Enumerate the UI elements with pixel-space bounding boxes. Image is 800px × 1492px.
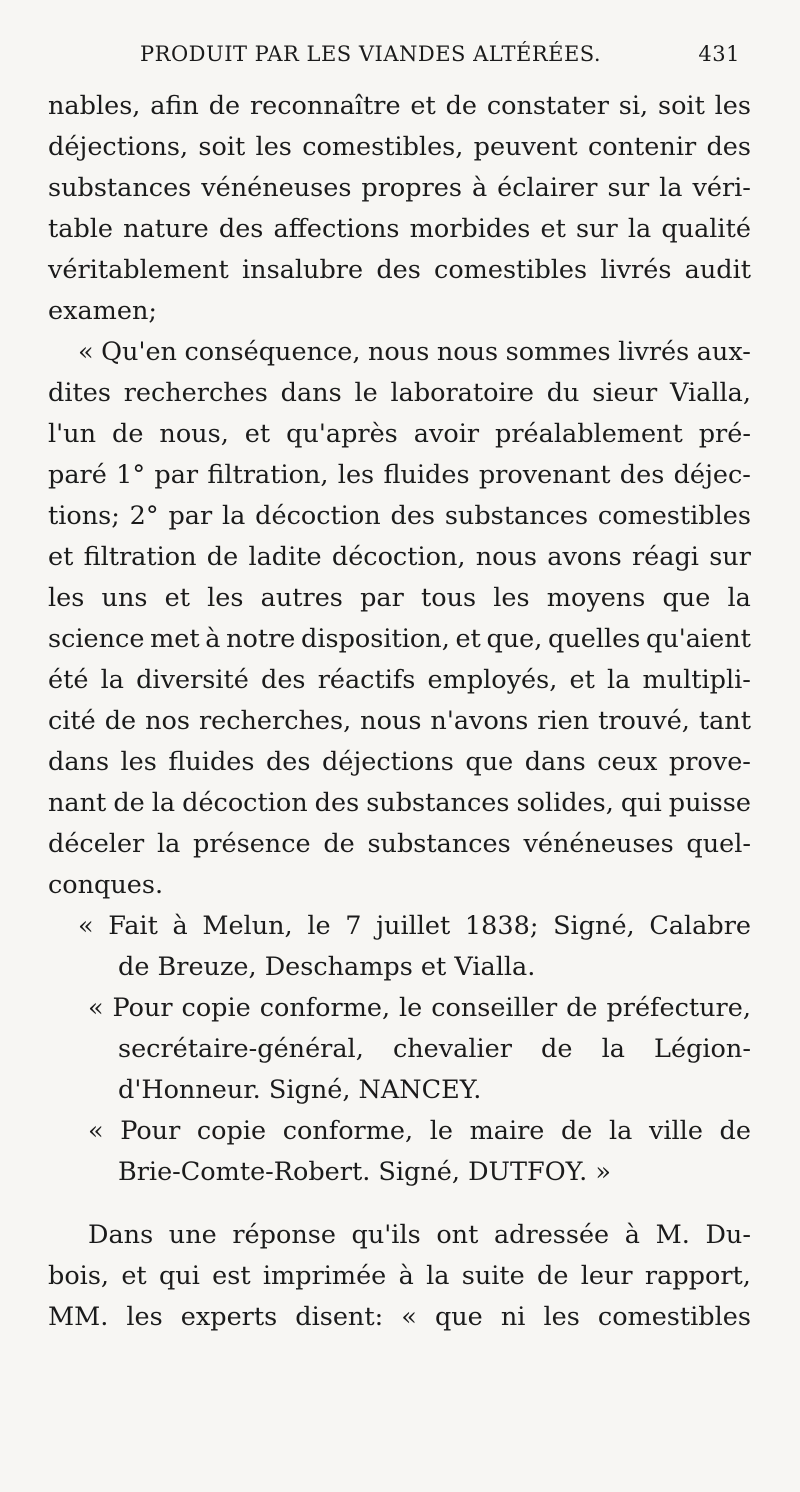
text-line: cité de nos recherches, nous n'avons rien trouvé, tant	[48, 706, 751, 736]
page-header	[140, 42, 740, 66]
text-line: l'un de nous, et qu'après avoir préalablement pré-	[48, 419, 751, 449]
text-line: Dans une réponse qu'ils ont adressée à M. Du-	[88, 1220, 751, 1250]
text-line: déceler la présence de substances vénéneuses quel-	[48, 829, 751, 859]
running-title: PRODUIT PAR LES VIANDES ALTÉRÉES.	[140, 42, 602, 66]
signature-line: d'Honneur. Signé, NANCEY.	[118, 1075, 482, 1105]
signature-line: « Pour copie conforme, le conseiller de préfecture,	[88, 993, 751, 1023]
signature-line: « Pour copie conforme, le maire de la ville de	[88, 1116, 751, 1146]
text-line: conques.	[48, 870, 164, 900]
signature-line: Brie-Comte-Robert. Signé, DUTFOY. »	[118, 1157, 611, 1187]
signature-line: « Fait à Melun, le 7 juillet 1838; Signé, Calabre	[78, 911, 751, 941]
text-line: tions; 2° par la décoction des substances comestibles	[48, 501, 751, 531]
text-line: nables, afin de reconnaître et de constater si, soit les	[48, 91, 751, 121]
text-line: dans les fluides des déjections que dans ceux prove-	[48, 747, 751, 777]
text-line: bois, et qui est imprimée à la suite de leur rapport,	[48, 1261, 751, 1291]
text-line: déjections, soit les comestibles, peuvent contenir des	[48, 132, 751, 162]
text-line: science met à notre disposition, et que, quelles qu'aient	[48, 624, 751, 654]
text-line: véritablement insalubre des comestibles livrés audit	[48, 255, 751, 285]
text-line: examen;	[48, 296, 157, 326]
text-line: dites recherches dans le laboratoire du sieur Vialla,	[48, 378, 751, 408]
text-line: les uns et les autres par tous les moyens que la	[48, 583, 751, 613]
body-text	[48, 86, 751, 1338]
text-line: MM. les experts disent: « que ni les comestibles	[48, 1302, 751, 1332]
text-line: substances vénéneuses propres à éclairer sur la véri-	[48, 173, 751, 203]
text-line: été la diversité des réactifs employés, et la multipli-	[48, 665, 751, 695]
signature-line: de Breuze, Deschamps et Vialla.	[118, 952, 536, 982]
text-line: et filtration de ladite décoction, nous avons réagi sur	[48, 542, 751, 572]
text-line: paré 1° par filtration, les fluides provenant des déjec-	[48, 460, 751, 490]
text-line: nant de la décoction des substances solides, qui puisse	[48, 788, 751, 818]
text-line: « Qu'en conséquence, nous nous sommes livrés aux-	[78, 337, 751, 367]
signature-line: secrétaire-général, chevalier de la Légion-	[118, 1034, 751, 1064]
page-number: 431	[698, 42, 740, 66]
text-line: table nature des affections morbides et sur la qualité	[48, 214, 751, 244]
